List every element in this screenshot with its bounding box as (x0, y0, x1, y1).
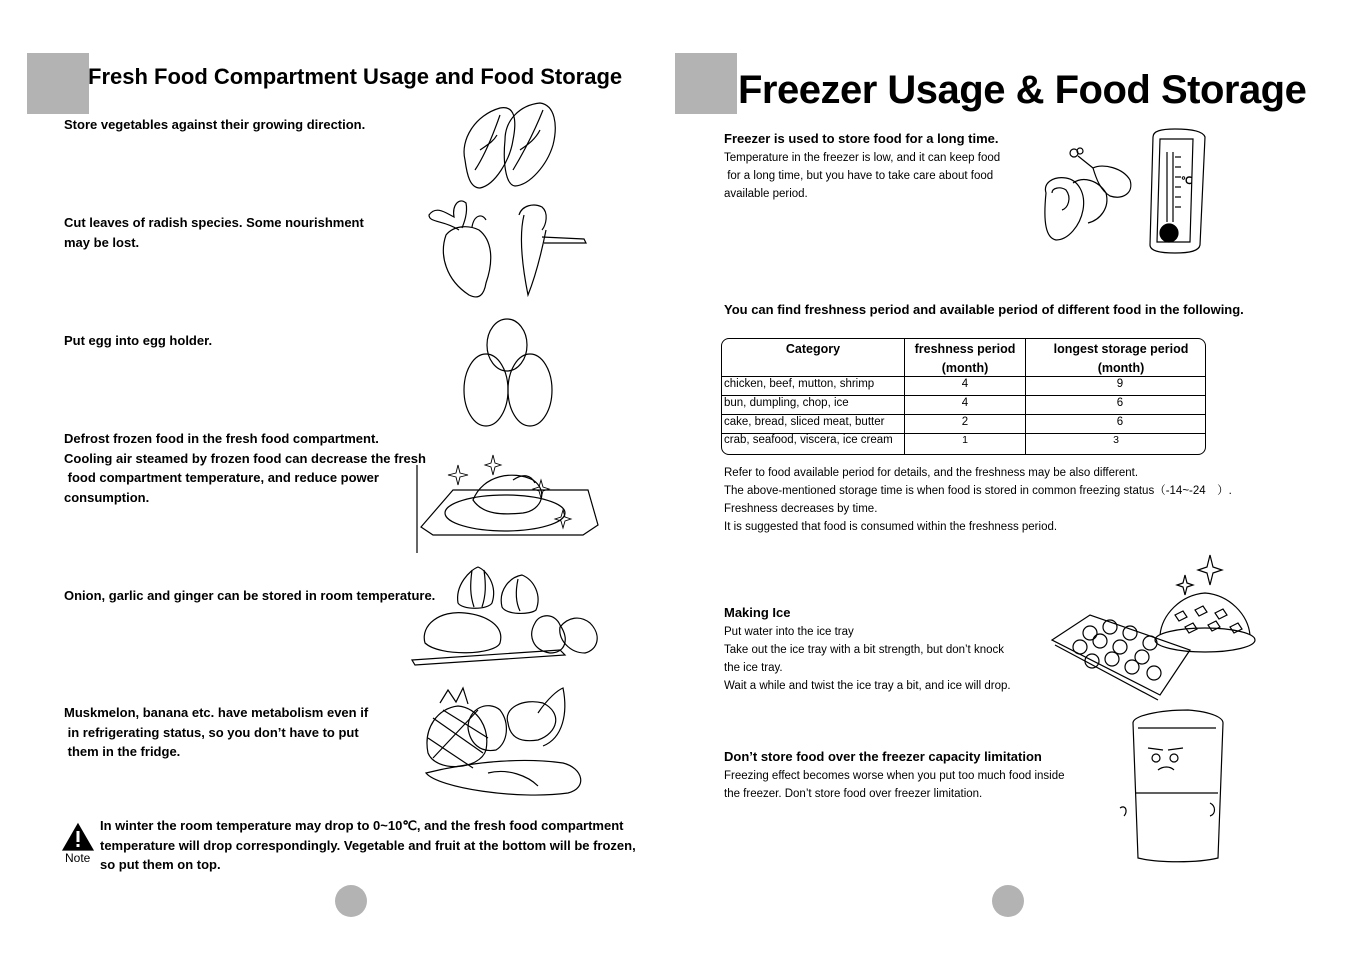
table-cell-freshness: 4 (961, 397, 969, 409)
right-page-number-dot (992, 885, 1024, 917)
table-cell-longest: 6 (1116, 397, 1124, 409)
making-ice-line: the ice tray. (724, 661, 783, 674)
tip-line: may be lost. (64, 234, 140, 250)
ice-tray-illustration (1050, 555, 1260, 700)
making-ice-line: Take out the ice tray with a bit strength, but don’t knock (724, 643, 1004, 656)
fruit-illustration (418, 688, 588, 806)
table-cell-category: bun, dumpling, chop, ice (724, 397, 849, 409)
note-line: In winter the room temperature may drop to 0~10℃, and the fresh food compartment (100, 818, 624, 833)
making-ice-line: Wait a while and twist the ice tray a bit, and ice will drop. (724, 679, 1011, 692)
table-cell-longest: 9 (1116, 378, 1124, 390)
overfilled-fridge-illustration (1118, 708, 1230, 863)
tip-line: in refrigerating status, so you don’t have to put (64, 724, 359, 740)
capacity-line: the freezer. Don’t store food over freezer limitation. (724, 787, 983, 800)
table-header-category: Category (785, 342, 841, 356)
tip-line: Store vegetables against their growing direction. (64, 117, 366, 132)
tip-onion (64, 586, 435, 606)
table-cell-category: chicken, beef, mutton, shrimp (724, 378, 875, 390)
right-header-block (675, 53, 737, 114)
tip-line: Defrost frozen food in the fresh food compartment. (64, 431, 379, 446)
table-cell-freshness: 4 (961, 378, 969, 390)
table-intro: You can find freshness period and available period of different food in the following. (724, 302, 1244, 317)
capacity-block (724, 747, 1065, 803)
tip-line: food compartment temperature, and reduce power (64, 470, 379, 485)
capacity-line: Freezing effect becomes worse when you put too much food inside (724, 769, 1065, 782)
table-cell-freshness: 1 (962, 434, 968, 446)
storage-notes (724, 464, 1232, 536)
tip-line: consumption. (64, 489, 150, 505)
storage-note-line: It is suggested that food is consumed within the freshness period. (724, 521, 1058, 533)
eggs-illustration (460, 310, 558, 430)
table-cell-longest: 3 (1113, 434, 1119, 446)
tip-egg (64, 331, 212, 351)
intro-line: available period. (724, 187, 808, 200)
table-cell-longest: 6 (1116, 416, 1124, 428)
capacity-heading: Don’t store food over the freezer capacity limitation (724, 749, 1042, 764)
tip-line: them in the fridge. (64, 744, 181, 759)
tip-fruit (64, 703, 368, 762)
tip-line: Onion, garlic and ginger can be stored in room temperature. (64, 588, 436, 603)
tip-line: Put egg into egg holder. (64, 333, 213, 348)
tip-defrost (64, 429, 426, 507)
tip-vegetables (64, 115, 365, 135)
storage-note-line: Refer to food available period for details, and the freshness may be also different. (724, 467, 1139, 479)
warning-icon (62, 823, 94, 851)
storage-note-line: Freshness decreases by time. (724, 503, 878, 515)
intro-line: Temperature in the freezer is low, and it can keep food (724, 151, 1001, 164)
frozen-meat-illustration (1038, 148, 1138, 244)
storage-note-line: The above-mentioned storage time is when food is stored in common freezing status（-14~-24 ）. (724, 485, 1232, 497)
thermometer-unit: ℃ (1181, 176, 1193, 187)
left-page-number-dot (335, 885, 367, 917)
frozen-chicken-illustration (413, 455, 603, 555)
note-line: temperature will drop correspondingly. Vegetable and fruit at the bottom will be frozen, (100, 837, 636, 853)
freshness-table (721, 338, 1206, 455)
left-page-title: Fresh Food Compartment Usage and Food Storage (88, 64, 623, 89)
cabbage-illustration (455, 100, 565, 195)
tip-radish (64, 213, 364, 252)
left-header-block (27, 53, 89, 114)
table-header-freshness: freshness period (month) (914, 342, 1016, 375)
thermometer-illustration (1145, 127, 1209, 257)
note-line: so put them on top. (100, 857, 221, 872)
tip-line: Muskmelon, banana etc. have metabolism even if (64, 705, 369, 720)
intro-heading: Freezer is used to store food for a long time. (724, 131, 999, 146)
note-text (100, 816, 636, 875)
intro-line: for a long time, but you have to take care about food (724, 169, 994, 182)
onion-garlic-illustration (410, 565, 605, 670)
table-cell-category: cake, bread, sliced meat, butter (724, 416, 885, 428)
table-cell-freshness: 2 (961, 416, 969, 428)
making-ice-line: Put water into the ice tray (724, 625, 854, 638)
making-ice-block (724, 603, 1011, 695)
table-cell-category: crab, seafood, viscera, ice cream (724, 434, 893, 446)
making-ice-heading: Making Ice (724, 605, 791, 620)
intro-block (724, 129, 1000, 203)
tip-line: Cooling air steamed by frozen food can decrease the fresh (64, 450, 426, 466)
tip-line: Cut leaves of radish species. Some nourishment (64, 215, 364, 230)
right-page-title: Freezer Usage & Food Storage (738, 68, 1307, 112)
table-header-longest: longest storage period (month) (1053, 342, 1189, 375)
note-label: Note (65, 851, 91, 865)
radish-illustration (424, 195, 589, 305)
